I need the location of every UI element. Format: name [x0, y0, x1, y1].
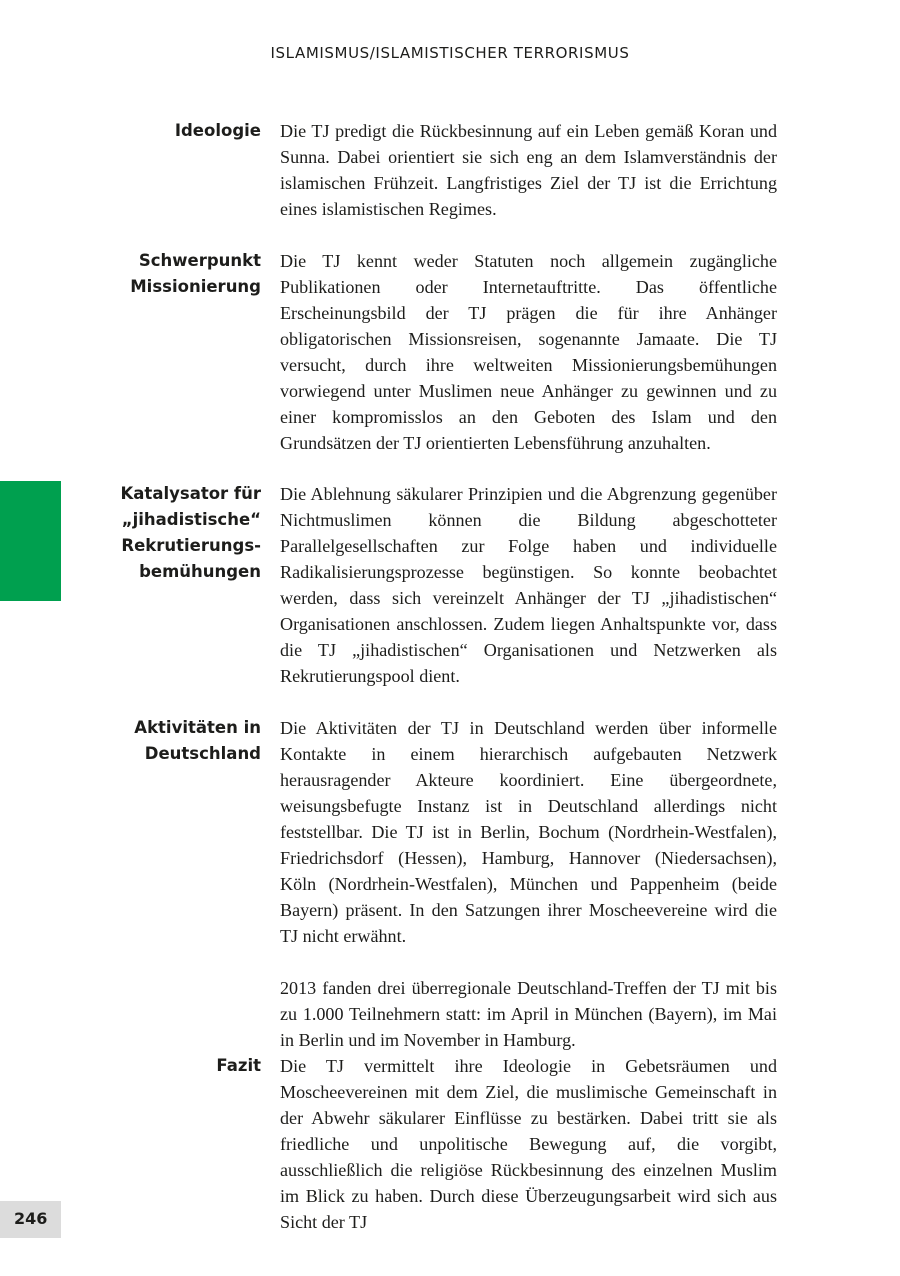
section-body — [280, 715, 777, 1053]
page-number-box — [0, 1201, 61, 1238]
paragraph: Die TJ kennt weder Statuten noch allgemein zugängliche Publikationen oder Internetauftritte. Das öffentliche Erscheinungsbild der TJ prägen die für ihre Anhänger obligatorischen Missionsreisen, sogenannte Jamaate. Die TJ versucht, durch ihre weltweiten Missionierungsbemühungen vorwiegend unter Muslimen neue Anhänger zu gewinnen und zu einer kompromisslos an den Geboten des Islam und den Grundsätzen der TJ orientierten Lebensführung anzuhalten. — [280, 251, 777, 453]
section-label-line: Schwerpunkt — [138, 251, 261, 270]
section-label — [41, 118, 261, 144]
section-body — [280, 1053, 777, 1235]
section-label — [41, 248, 261, 300]
section-label — [41, 1053, 261, 1079]
section-label-line: Rekrutierungs- — [121, 536, 261, 555]
section-body — [280, 481, 777, 689]
paragraph: Die Aktivitäten der TJ in Deutschland werden über informelle Kontakte in einem hierarchisch aufgebauten Netzwerk herausragender Akteure koordiniert. Eine übergeordnete, weisungsbefugte Instanz ist in Deutschland allerdings nicht feststellbar. Die TJ ist in Berlin, Bochum (Nordrhein-Westfalen), Friedrichsdorf (Hessen), Hamburg, Hannover (Niedersachsen), Köln (Nordrhein-Westfalen), München und Pappenheim (beide Bayern) präsent. In den Satzungen ihrer Moscheevereine wird die TJ nicht erwähnt. — [280, 718, 777, 946]
section-body — [280, 118, 777, 222]
running-header: ISLAMISMUS/ISLAMISTISCHER TERRORISMUS — [270, 44, 630, 62]
section-label-line: Ideologie — [174, 121, 261, 140]
paragraph: Die Ablehnung säkularer Prinzipien und die Abgrenzung gegenüber Nichtmuslimen können die Bildung abgeschotteter Parallelgesellschaften zur Folge haben und individuelle Radikalisierungsprozesse begünstigen. So konnte beobachtet werden, dass sich vereinzelt Anhänger der TJ „jihadistischen“ Organisationen anschlossen. Zudem liegen Anhaltspunkte vor, dass die TJ „jihadistischen“ Organisationen und Netzwerken als Rekrutierungspool dient. — [280, 484, 777, 686]
section-label-line: Missionierung — [130, 277, 261, 296]
section-label — [41, 481, 261, 585]
section-label-line: Deutschland — [144, 744, 261, 763]
section-label-line: Katalysator für — [120, 484, 261, 503]
section-label-line: Aktivitäten in — [134, 718, 261, 737]
paragraph: Die TJ vermittelt ihre Ideologie in Gebetsräumen und Moscheevereinen mit dem Ziel, die muslimische Gemeinschaft in der Abwehr säkularer Einflüsse zu bestärken. Dabei tritt sie als friedliche und unpolitische Bewegung auf, die vorgibt, ausschließlich die religiöse Rückbesinnung des einzelnen Muslim im Blick zu haben. Durch diese Überzeugungsarbeit wird sich aus Sicht der TJ — [280, 1056, 777, 1232]
paragraph: 2013 fanden drei überregionale Deutschland-Treffen der TJ mit bis zu 1.000 Teilnehmern statt: im April in München (Bayern), im Mai in Berlin und im November in Hamburg. — [280, 978, 777, 1050]
section-body — [280, 248, 777, 456]
page-number: 246 — [14, 1209, 48, 1228]
section-label — [41, 715, 261, 767]
paragraph: Die TJ predigt die Rückbesinnung auf ein Leben gemäß Koran und Sunna. Dabei orientiert sie sich eng an dem Islamverständnis der islamischen Frühzeit. Langfristiges Ziel der TJ ist die Errichtung eines islamistischen Regimes. — [280, 121, 777, 219]
section-label-line: Fazit — [216, 1056, 261, 1075]
section-label-line: „jihadistische“ — [121, 510, 261, 529]
section-label-line: bemühungen — [139, 562, 261, 581]
